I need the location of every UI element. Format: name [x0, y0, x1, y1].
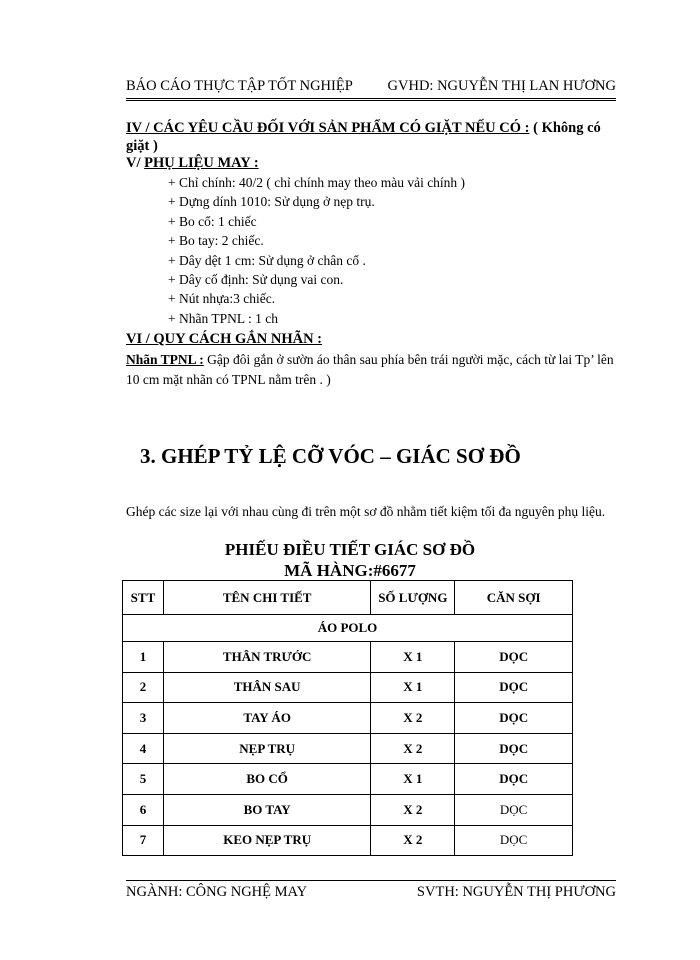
cell-part: TAY ÁO	[163, 703, 370, 734]
cell-qty: X 2	[371, 733, 455, 764]
section-v-prefix: V/	[126, 155, 145, 171]
cell-stt: 1	[123, 642, 164, 673]
cell-part: BO TAY	[163, 794, 370, 825]
list-item: + Nhãn TPNL : 1 ch	[168, 310, 278, 326]
label-name: Nhãn TPNL :	[126, 352, 204, 367]
footer-divider	[126, 880, 616, 881]
cell-qty: X 2	[371, 794, 455, 825]
cell-grain: DỌC	[455, 642, 573, 673]
group-label: ÁO POLO	[123, 615, 573, 642]
list-item: + Bo cổ: 1 chiếc	[168, 213, 257, 229]
cell-stt: 6	[123, 794, 164, 825]
column-header: SỐ LƯỢNG	[371, 581, 455, 615]
table-row	[123, 672, 573, 703]
product-code: MÃ HÀNG:#6677	[284, 561, 416, 580]
list-item: + Dây cố định: Sử dụng vai con.	[168, 271, 344, 287]
column-header: TÊN CHI TIẾT	[163, 581, 370, 615]
section-iv-title: IV / CÁC YÊU CẦU ĐỐI VỚI SẢN PHẨM CÓ GIẶT NẾU CÓ :	[126, 120, 530, 136]
list-item: + Dựng dính 1010: Sử dụng ở nẹp trụ.	[168, 194, 375, 210]
table-row	[123, 764, 573, 795]
label-instruction-text: Gập đôi gắn ở sườn áo thân sau phía bên trái người mặc, cách từ lai Tp’ lên 10 cm mặt nhãn có TPNL nằm trên . )	[126, 352, 614, 387]
table-header-row	[123, 581, 573, 615]
header-advisor: GVHD: NGUYỄN THỊ LAN HƯƠNG	[387, 78, 616, 94]
cell-qty: X 2	[371, 825, 455, 856]
cell-stt: 2	[123, 672, 164, 703]
label-instructions	[126, 350, 621, 390]
footer-student: SVTH: NGUYỄN THỊ PHƯƠNG	[416, 884, 616, 900]
cell-grain: DỌC	[455, 672, 573, 703]
group-row	[123, 615, 573, 642]
page-footer	[126, 884, 616, 904]
cell-part: KEO NẸP TRỤ	[163, 825, 370, 856]
table-row	[123, 825, 573, 856]
cell-grain: DỌC	[455, 733, 573, 764]
cell-part: THÂN SAU	[163, 672, 370, 703]
page-header	[126, 78, 616, 100]
list-item: + Chỉ chính: 40/2 ( chỉ chính may theo màu vải chính )	[168, 175, 466, 190]
marker-table	[122, 580, 573, 856]
footer-major: NGÀNH: CÔNG NGHỆ MAY	[126, 884, 308, 900]
cell-qty: X 1	[371, 764, 455, 795]
cell-stt: 4	[123, 733, 164, 764]
intro-paragraph: Ghép các size lại với nhau cùng đi trên một sơ đồ nhằm tiết kiệm tối đa nguyên phụ liệu.	[126, 504, 606, 519]
cell-part: NẸP TRỤ	[163, 733, 370, 764]
section-v-title: PHỤ LIỆU MAY :	[144, 155, 259, 171]
accessories-list	[168, 173, 465, 328]
header-report-title: BÁO CÁO THỰC TẬP TỐT NGHIỆP	[126, 78, 353, 94]
header-divider	[126, 98, 616, 101]
table-row	[123, 642, 573, 673]
section-vi-heading	[126, 331, 322, 348]
column-header: CĂN SỢI	[455, 581, 573, 615]
cell-grain: DỌC	[455, 703, 573, 734]
list-item: + Nút nhựa:3 chiếc.	[168, 291, 276, 307]
cell-grain: DỌC	[455, 794, 573, 825]
table-row	[123, 733, 573, 764]
section-3-heading: 3. GHÉP TỶ LỆ CỠ VÓC – GIÁC SƠ ĐỒ	[140, 444, 521, 468]
cell-part: BO CỔ	[163, 764, 370, 795]
cell-stt: 7	[123, 825, 164, 856]
cell-part: THÂN TRƯỚC	[163, 642, 370, 673]
list-item: + Bo tay: 2 chiếc.	[168, 233, 264, 249]
cell-grain: DỌC	[455, 825, 573, 856]
table-row	[123, 794, 573, 825]
cell-stt: 3	[123, 703, 164, 734]
cell-qty: X 1	[371, 672, 455, 703]
cell-qty: X 1	[371, 642, 455, 673]
form-title: PHIẾU ĐIỀU TIẾT GIÁC SƠ ĐỒ	[224, 540, 476, 559]
cell-grain: DỌC	[455, 764, 573, 795]
cell-stt: 5	[123, 764, 164, 795]
table-row	[123, 703, 573, 734]
section-iv-note: ( Không có giặt )	[126, 120, 601, 154]
column-header: STT	[123, 581, 164, 615]
section-vi-title: VI / QUY CÁCH GẮN NHÃN :	[126, 331, 323, 347]
section-v-heading	[126, 155, 259, 172]
section-iv	[126, 119, 616, 155]
list-item: + Dây dệt 1 cm: Sử dụng ở chân cổ .	[168, 252, 366, 268]
cell-qty: X 2	[371, 703, 455, 734]
